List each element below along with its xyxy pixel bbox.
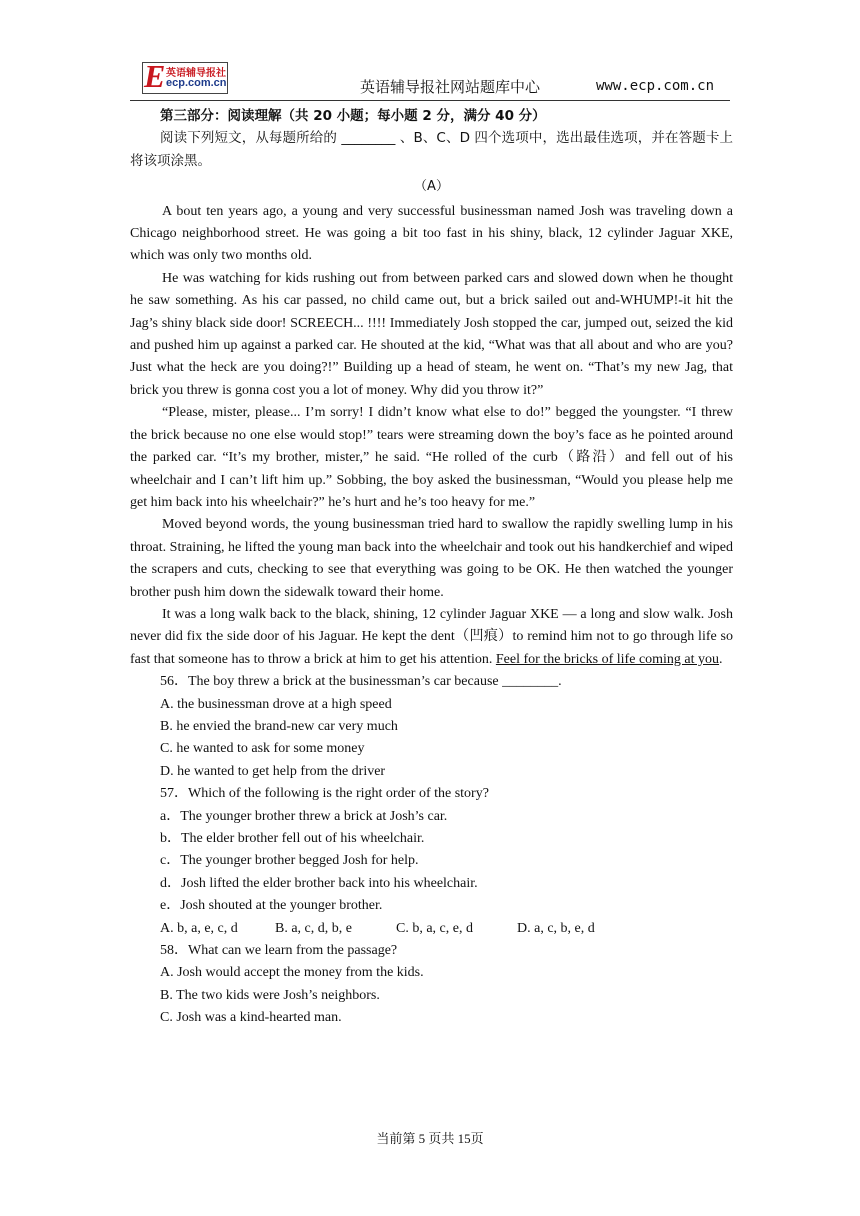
q56-option-b: B. he envied the brand-new car very much — [160, 718, 398, 734]
q57-event-b: b．The elder brother fell out of his wheelchair. — [160, 831, 425, 846]
page-content — [130, 105, 733, 1030]
q57-event-d: d．Josh lifted the elder brother back into his wheelchair. — [160, 875, 478, 891]
q57-event-c: c．The younger brother begged Josh for help. — [160, 853, 419, 869]
section-instruction: 阅读下列短文，从每题所给的 ________ 、B、C、D 四个选项中，选出最佳选项，并在答题卡上将该项涂黑。 — [130, 130, 733, 169]
page-footer: 当前第 5 页共 15页 — [376, 1131, 484, 1146]
q57-option-c: C. b, a, c, e, d — [396, 920, 473, 936]
q58-option-a: A. Josh would accept the money from the kids. — [160, 965, 424, 981]
q57-options-row — [130, 918, 733, 940]
underlined-phrase: Feel for the bricks of life coming at you — [495, 651, 720, 667]
q58-option-c: C. Josh was a kind-hearted man. — [160, 1010, 342, 1026]
question-57-stem: 57．Which of the following is the right order of the story? — [160, 786, 489, 802]
q57-event-e: e．Josh shouted at the younger brother. — [160, 898, 383, 914]
passage-paragraph-4: Moved beyond words, the young businessman tried hard to swallow the rapidly swelling lump in his throat. Straining, he lifted the young man back into the wheelchair and took out his handkerchief and wiped the scrapers and cuts, checking to see that everything was going to be OK. He then watched the younger brother push him down the sidewalk toward their home. — [130, 517, 733, 600]
q56-option-a: A. the businessman drove at a high speed — [160, 696, 392, 712]
site-title: 英语辅导报社网站题库中心 — [360, 78, 541, 96]
passage-paragraph-2: He was watching for kids rushing out from between parked cars and slowed down when he thought he saw something. As his car passed, no child came out, but a brick sailed out and-WHUMP!-it hit the Jag’s shiny black side door! SCREECH... !!!! Immediately Josh stopped the car, jumped out, seized the kid and pushed him up against a parked car. He shouted at the kid, “What was that all about and who are you? Just what the heck are you doing?!” Building up a head of steam, he went on. “That’s my new Jag, that brick you threw is gonna cost you a lot of money. Why did you throw it?” — [130, 270, 733, 398]
q57-option-a: A. b, a, e, c, d — [160, 920, 238, 936]
q56-option-c: C. he wanted to ask for some money — [160, 741, 365, 757]
logo-e-icon: E — [144, 58, 166, 94]
question-58-stem: 58．What can we learn from the passage? — [160, 943, 398, 959]
q57-option-b: B. a, c, d, b, e — [275, 920, 352, 936]
ecp-logo — [142, 58, 227, 94]
passage-paragraph-5 — [130, 604, 733, 671]
q56-option-d: D. he wanted to get help from the driver — [160, 763, 386, 779]
question-56-stem: 56．The boy threw a brick at the businessman’s car because ________. — [160, 674, 562, 690]
q58-option-b: B. The two kids were Josh’s neighbors. — [160, 987, 380, 1003]
logo-cn-text: 英语辅导报社 — [166, 68, 226, 79]
page-header — [130, 56, 730, 101]
section-title: 第三部分：阅读理解（共 20 小题；每小题 2 分，满分 40 分） — [160, 108, 546, 124]
passage-paragraph-3: “Please, mister, please... I’m sorry! I didn’t know what else to do!” begged the youngster. “I threw the brick because no one else would stop!” tears were streaming down the boy’s face as he pointed around the parked car. “It’s my brother, mister,” he said. “He rolled of the curb（路沿）and fell out of his wheelchair and I can’t lift him up.” Sobbing, the boy asked the businessman, “Would you please help me get him back into his wheelchair?” he’s hurt and he’s too heavy for me.” — [130, 405, 733, 510]
passage-label: （A） — [414, 179, 449, 195]
site-url: www.ecp.com.cn — [596, 78, 715, 94]
q57-event-a: a．The younger brother threw a brick at Josh’s car. — [160, 808, 448, 824]
passage-paragraph-1: A bout ten years ago, a young and very successful businessman named Josh was traveling down a Chicago neighborhood street. He was going a bit too fast in his shiny, black, 12 cylinder Jaguar XKE, which was only two months old. — [130, 203, 733, 264]
logo-url-text: ecp.com.cn — [166, 77, 227, 89]
q57-option-d: D. a, c, b, e, d — [517, 920, 595, 936]
paragraph-5-end: . — [719, 651, 723, 667]
paragraph-5-text: It was a long walk back to the black, shining, 12 cylinder Jaguar XKE — a long and slow walk. Josh never did fix the side door of his Jaguar. He kept the dent（凹痕）to remind him not to go through life so fast that someone has to throw a brick at him to get his attention. — [130, 606, 733, 667]
